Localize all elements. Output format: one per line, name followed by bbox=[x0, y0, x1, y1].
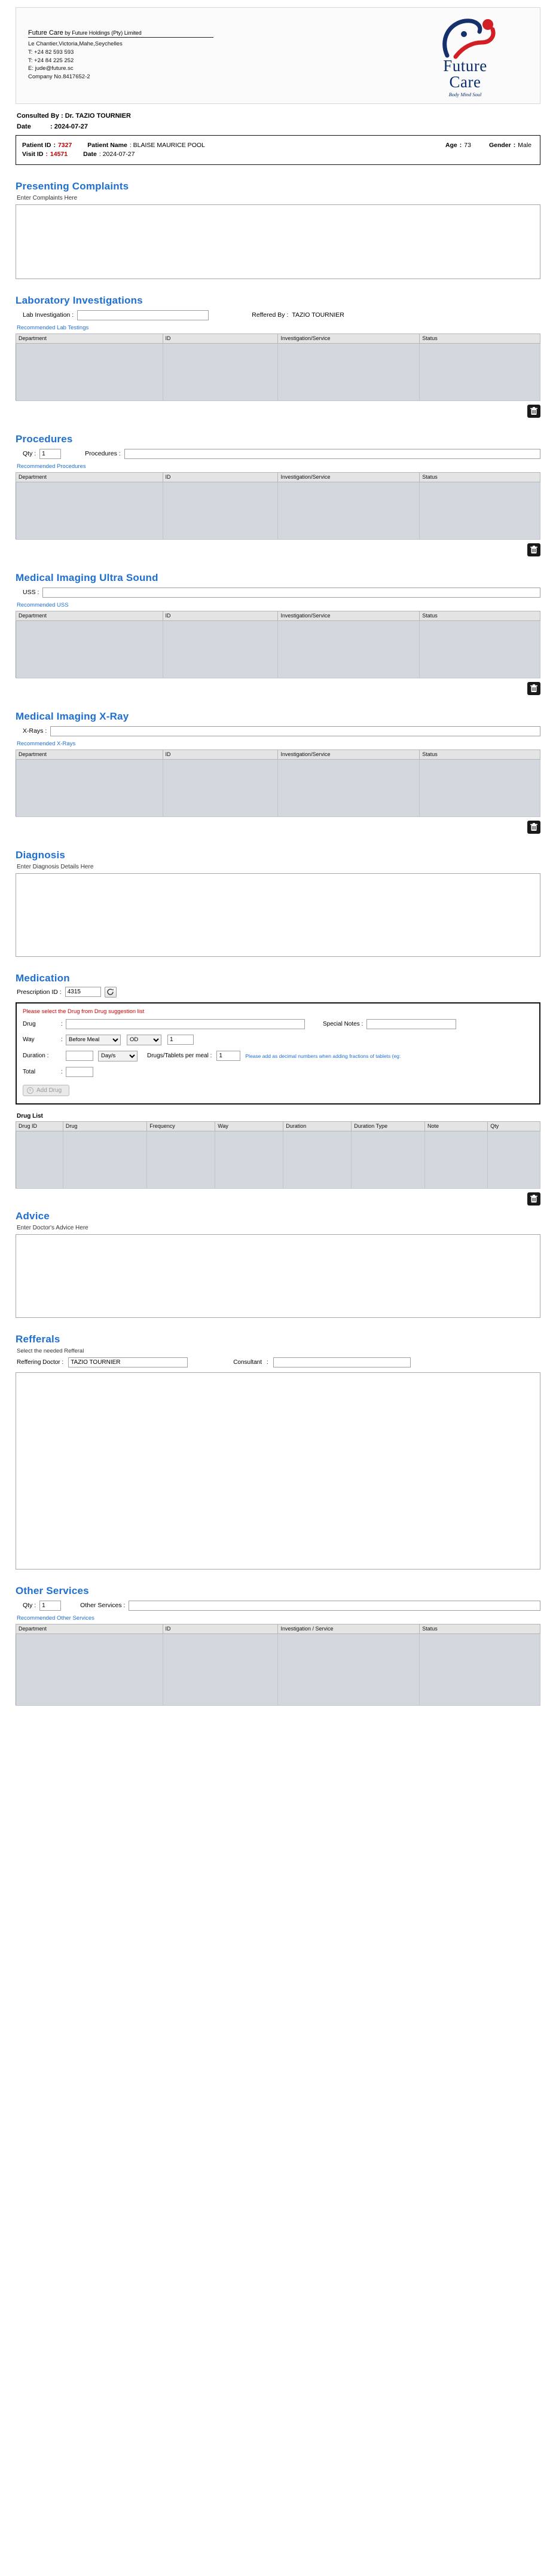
procedures-col-status: Status bbox=[420, 472, 540, 482]
medication-warning: Please select the Drug from Drug suggestion list bbox=[23, 1008, 145, 1015]
uss-input[interactable] bbox=[42, 588, 540, 598]
consulted-by-row bbox=[17, 112, 540, 120]
uss-col-status: Status bbox=[420, 611, 540, 620]
table-header-row bbox=[16, 749, 540, 759]
uss-label: USS : bbox=[23, 589, 39, 596]
prescription-id-input[interactable] bbox=[65, 987, 101, 997]
company-address bbox=[28, 40, 213, 81]
drug-col-way: Way bbox=[215, 1121, 283, 1131]
patient-id-label: Patient ID bbox=[22, 141, 51, 149]
other-services-table bbox=[16, 1624, 540, 1706]
age-colon: : bbox=[459, 141, 462, 149]
drug-col-duration-type: Duration Type bbox=[352, 1121, 425, 1131]
procedures-label: Procedures : bbox=[85, 450, 121, 457]
trash-icon[interactable] bbox=[527, 821, 540, 834]
table-row bbox=[16, 620, 540, 678]
address-line-4: E: jude@future.sc bbox=[28, 65, 74, 72]
uss-input-row bbox=[23, 588, 540, 598]
way-colon: : bbox=[61, 1036, 63, 1043]
patient-info-box bbox=[16, 135, 540, 165]
table-header-row bbox=[16, 334, 540, 343]
table-header-row bbox=[16, 472, 540, 482]
procedures-col-department: Department bbox=[16, 472, 163, 482]
drug-colon: : bbox=[61, 1020, 63, 1027]
drug-list-table bbox=[16, 1121, 540, 1189]
per-meal-note: Please add as decimal numbers when adding fractions of tablets (eg: bbox=[245, 1053, 401, 1059]
uss-table bbox=[16, 611, 540, 678]
recommended-xray-link[interactable]: Recommended X-Rays bbox=[17, 740, 76, 747]
logo-swoosh-icon bbox=[405, 16, 525, 60]
refresh-icon[interactable] bbox=[105, 987, 117, 998]
logo-tagline: Body Mind Soul bbox=[448, 91, 482, 97]
section-heading-uss: Medical Imaging Ultra Sound bbox=[16, 571, 158, 583]
recommended-lab-link[interactable]: Recommended Lab Testings bbox=[17, 324, 89, 331]
xray-input[interactable] bbox=[50, 726, 540, 736]
duration-label: Duration : bbox=[23, 1053, 49, 1059]
patient-name-label: Patient Name bbox=[87, 141, 127, 149]
prescription-id-row bbox=[17, 987, 540, 998]
uss-col-id: ID bbox=[163, 611, 278, 620]
section-heading-xray: Medical Imaging X-Ray bbox=[16, 710, 129, 722]
consultation-header bbox=[16, 112, 540, 130]
consultant-input[interactable] bbox=[273, 1357, 411, 1367]
patient-line-1 bbox=[22, 142, 534, 149]
other-services-results-grid bbox=[16, 1624, 540, 1706]
referrals-input-row bbox=[17, 1357, 540, 1367]
drug-col-frequency: Frequency bbox=[147, 1121, 215, 1131]
section-heading-lab: Laboratory Investigations bbox=[16, 294, 143, 306]
date-colon: : bbox=[50, 123, 53, 130]
lab-reffered-by-label: Reffered By : bbox=[252, 311, 289, 319]
uss-delete-row bbox=[16, 682, 540, 695]
table-header-row bbox=[16, 1121, 540, 1131]
logo-word-care: Care bbox=[449, 73, 481, 91]
xray-label: X-Rays : bbox=[23, 727, 47, 735]
per-meal-label: Drugs/Tablets per meal : bbox=[147, 1053, 212, 1059]
reffering-doctor-input[interactable] bbox=[68, 1357, 188, 1367]
xray-col-status: Status bbox=[420, 749, 540, 759]
table-header-row bbox=[16, 1624, 540, 1633]
other-services-input[interactable] bbox=[129, 1601, 540, 1611]
procedures-delete-row bbox=[16, 543, 540, 556]
lab-col-department: Department bbox=[16, 334, 163, 343]
reffering-doctor-label: Reffering Doctor : bbox=[17, 1359, 64, 1366]
lab-delete-row bbox=[16, 405, 540, 418]
table-row bbox=[16, 1633, 540, 1705]
prescription-id-label: Prescription ID : bbox=[17, 988, 62, 996]
lab-table bbox=[16, 334, 540, 401]
drug-col-duration: Duration bbox=[283, 1121, 352, 1131]
letterhead-text bbox=[28, 16, 213, 81]
add-drug-button[interactable] bbox=[23, 1085, 69, 1096]
trash-icon[interactable] bbox=[527, 1192, 540, 1206]
procedures-col-service: Investigation/Service bbox=[278, 472, 420, 482]
section-heading-medication: Medication bbox=[16, 972, 70, 984]
section-heading-procedures: Procedures bbox=[16, 433, 73, 445]
drug-col-drug: Drug bbox=[63, 1121, 146, 1131]
total-colon: : bbox=[61, 1068, 63, 1075]
table-row bbox=[16, 759, 540, 816]
xray-col-id: ID bbox=[163, 749, 278, 759]
lab-input-row bbox=[23, 310, 540, 320]
special-notes-label: Special Notes : bbox=[323, 1020, 363, 1027]
lab-results-grid bbox=[16, 334, 540, 401]
recommended-other-services-link[interactable]: Recommended Other Services bbox=[17, 1614, 94, 1622]
uss-col-service: Investigation/Service bbox=[278, 611, 420, 620]
drug-list-delete-row bbox=[16, 1192, 540, 1206]
date-label: Date bbox=[17, 123, 31, 130]
other-services-qty-input[interactable] bbox=[39, 1601, 61, 1611]
consulted-by-value: Dr. TAZIO TOURNIER bbox=[65, 112, 131, 120]
plus-icon: + bbox=[27, 1087, 33, 1094]
medication-way-row bbox=[23, 1035, 533, 1045]
logo-wordmark bbox=[443, 58, 487, 97]
letterhead bbox=[16, 7, 540, 104]
other-services-col-id: ID bbox=[163, 1624, 278, 1633]
diagnosis-sub-label: Enter Diagnosis Details Here bbox=[17, 863, 94, 870]
company-name-sub: by Future Holdings (Pty) Limited bbox=[63, 30, 142, 36]
procedures-input[interactable] bbox=[124, 449, 540, 459]
gender-value: Male bbox=[518, 141, 531, 149]
xray-col-department: Department bbox=[16, 749, 163, 759]
drug-list-title: Drug List bbox=[17, 1112, 43, 1119]
procedures-table bbox=[16, 472, 540, 540]
consultation-date-row bbox=[17, 123, 540, 130]
lab-col-id: ID bbox=[163, 334, 278, 343]
section-heading-diagnosis: Diagnosis bbox=[16, 849, 66, 861]
section-heading-advice: Advice bbox=[16, 1210, 50, 1222]
address-line-1: Le Chantier,Victoria,Mahe,Seychelles bbox=[28, 41, 123, 47]
prescription-page bbox=[0, 7, 556, 1730]
gender-label: Gender bbox=[488, 141, 511, 149]
advice-sub-label: Enter Doctor's Advice Here bbox=[17, 1224, 88, 1231]
procedures-results-grid bbox=[16, 472, 540, 540]
medication-entry-panel bbox=[16, 1002, 540, 1105]
patient-line-2 bbox=[22, 151, 534, 158]
xray-col-service: Investigation/Service bbox=[278, 749, 420, 759]
per-meal-input[interactable] bbox=[216, 1051, 240, 1061]
other-services-input-row bbox=[23, 1601, 540, 1611]
age-label: Age bbox=[445, 141, 457, 149]
table-header-row bbox=[16, 611, 540, 620]
total-input[interactable] bbox=[66, 1067, 93, 1077]
trash-icon[interactable] bbox=[527, 543, 540, 556]
other-services-label: Other Services : bbox=[80, 1602, 126, 1609]
special-notes-input[interactable] bbox=[366, 1019, 456, 1029]
other-services-qty-label: Qty : bbox=[23, 1602, 36, 1609]
add-drug-button-label: Add Drug bbox=[36, 1087, 62, 1094]
drug-input[interactable] bbox=[66, 1019, 305, 1029]
visit-id-colon: : bbox=[45, 150, 48, 158]
referrals-sub-label: Select the needed Refferal bbox=[17, 1347, 84, 1354]
trash-icon[interactable] bbox=[527, 682, 540, 695]
lab-col-status: Status bbox=[420, 334, 540, 343]
consultant-colon: : bbox=[267, 1359, 268, 1366]
procedures-input-row bbox=[23, 449, 540, 459]
advice-textarea[interactable] bbox=[16, 1234, 540, 1318]
address-line-3: T: +24 84 225 252 bbox=[28, 57, 74, 64]
procedures-col-id: ID bbox=[163, 472, 278, 482]
total-label: Total bbox=[23, 1068, 36, 1075]
logo-graphic bbox=[405, 16, 525, 60]
duration-input[interactable] bbox=[66, 1051, 93, 1061]
other-services-col-service: Investigation / Service bbox=[278, 1624, 420, 1633]
drug-col-id: Drug ID bbox=[16, 1121, 63, 1131]
way-select[interactable] bbox=[66, 1035, 121, 1045]
visit-date-value: : 2024-07-27 bbox=[99, 150, 135, 158]
xray-table bbox=[16, 749, 540, 817]
section-heading-other-services: Other Services bbox=[16, 1584, 89, 1596]
company-name: Future Care bbox=[28, 29, 63, 36]
drug-label: Drug bbox=[23, 1020, 36, 1027]
medication-duration-row bbox=[23, 1051, 533, 1061]
xray-input-row bbox=[23, 726, 540, 736]
other-services-col-status: Status bbox=[420, 1624, 540, 1633]
table-row bbox=[16, 482, 540, 539]
trash-icon[interactable] bbox=[527, 405, 540, 418]
way-route-select[interactable] bbox=[127, 1035, 161, 1045]
consulted-by-label: Consulted By : bbox=[17, 112, 63, 120]
way-qty-input[interactable] bbox=[167, 1035, 194, 1045]
other-services-col-department: Department bbox=[16, 1624, 163, 1633]
xray-delete-row bbox=[16, 821, 540, 834]
recommended-uss-link[interactable]: Recommended USS bbox=[17, 601, 69, 608]
section-heading-referrals: Refferals bbox=[16, 1333, 60, 1345]
age-value: 73 bbox=[464, 141, 471, 149]
lab-investigation-label: Lab Investigation : bbox=[23, 311, 74, 319]
lab-reffered-by-value: TAZIO TOURNIER bbox=[292, 311, 344, 319]
address-line-5: Company No.8417652-2 bbox=[28, 74, 90, 81]
drug-list-grid bbox=[16, 1121, 540, 1189]
patient-id-value: 7327 bbox=[57, 141, 72, 149]
table-row bbox=[16, 343, 540, 400]
procedures-qty-input[interactable] bbox=[39, 449, 61, 459]
company-title bbox=[28, 29, 213, 38]
logo-word-future: Future bbox=[443, 57, 487, 75]
way-label: Way bbox=[23, 1036, 35, 1043]
diagnosis-textarea[interactable] bbox=[16, 873, 540, 957]
drug-col-qty: Qty bbox=[488, 1121, 540, 1131]
patient-id-colon: : bbox=[53, 141, 56, 149]
visit-date-label: Date bbox=[83, 150, 97, 158]
referrals-list-panel[interactable] bbox=[16, 1372, 540, 1570]
medication-total-row bbox=[23, 1067, 533, 1077]
brand-logo bbox=[402, 16, 528, 97]
section-heading-complaints: Presenting Complaints bbox=[16, 180, 129, 192]
gender-colon: : bbox=[513, 141, 516, 149]
xray-results-grid bbox=[16, 749, 540, 817]
medication-drug-row bbox=[23, 1019, 533, 1029]
procedures-qty-label: Qty : bbox=[23, 450, 36, 457]
consultant-label: Consultant bbox=[233, 1359, 262, 1366]
patient-name-value: : BLAISE MAURICE POOL bbox=[129, 141, 205, 149]
lab-investigation-input[interactable] bbox=[77, 310, 209, 320]
visit-id-label: Visit ID bbox=[22, 150, 44, 158]
lab-col-service: Investigation/Service bbox=[278, 334, 420, 343]
uss-col-department: Department bbox=[16, 611, 163, 620]
duration-unit-select[interactable] bbox=[98, 1051, 138, 1061]
complaints-textarea[interactable] bbox=[16, 204, 540, 279]
drug-col-note: Note bbox=[425, 1121, 488, 1131]
recommended-procedures-link[interactable]: Recommended Procedures bbox=[17, 463, 86, 470]
complaints-sub-label: Enter Complaints Here bbox=[17, 194, 78, 201]
uss-results-grid bbox=[16, 611, 540, 678]
address-line-2: T: +24 82 593 593 bbox=[28, 48, 74, 56]
date-value: 2024-07-27 bbox=[54, 123, 88, 130]
visit-id-value: 14571 bbox=[50, 150, 68, 158]
table-row bbox=[16, 1131, 540, 1188]
